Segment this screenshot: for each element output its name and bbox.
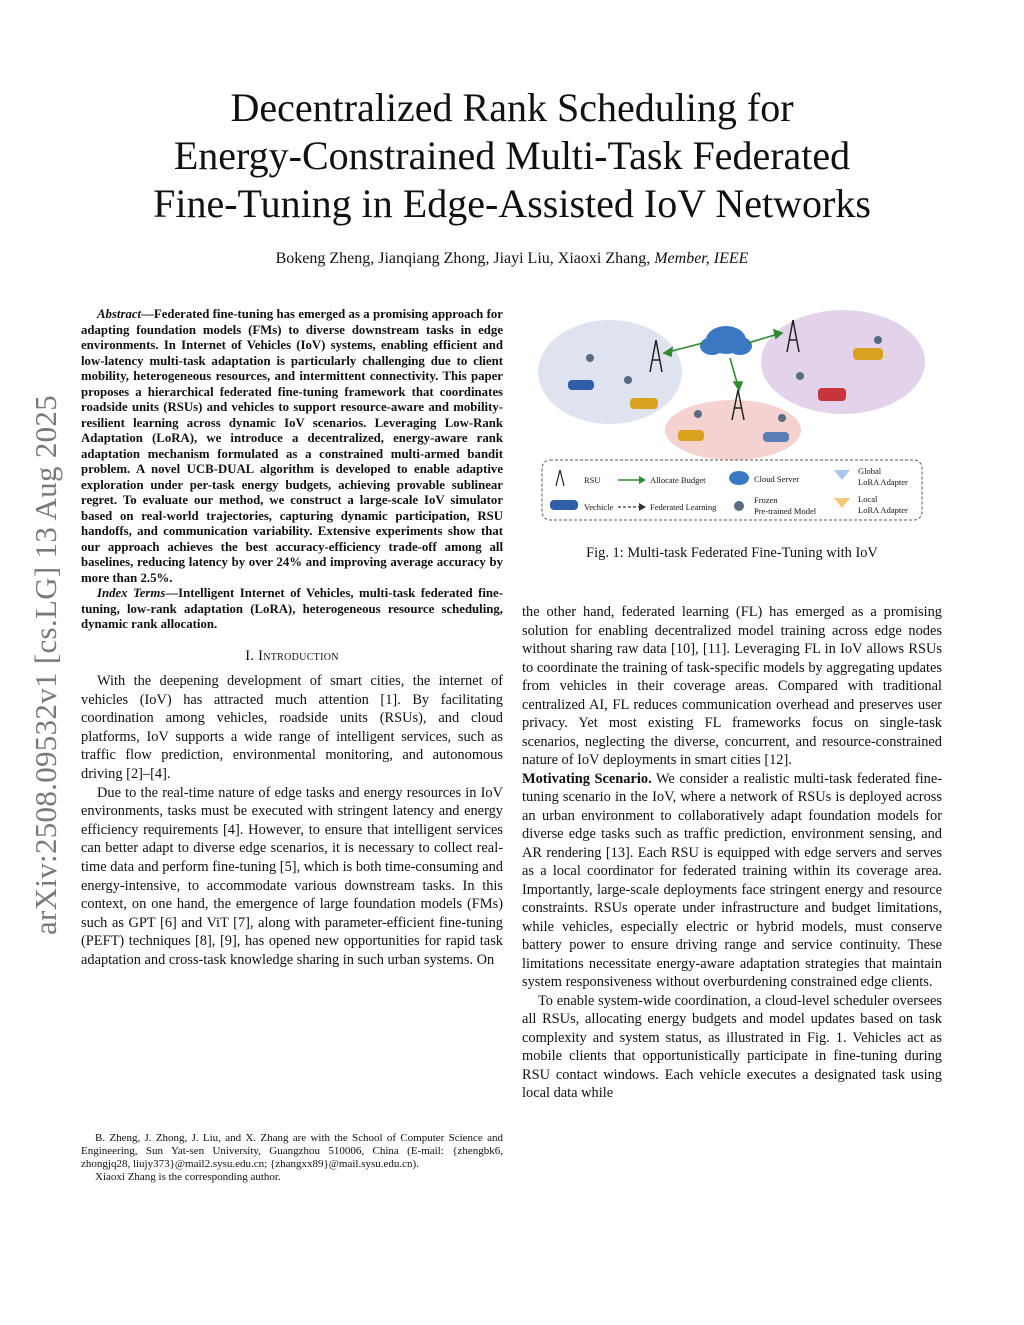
arxiv-stamp [16,372,76,957]
legend-global-label-2: LoRA Adapter [858,477,908,487]
legend-frozen-icon [734,501,744,511]
intro-body [81,672,503,970]
abstract-block [81,307,503,970]
figure-1-caption: Fig. 1: Multi-task Federated Fine-Tuning with IoV [586,545,878,561]
title-line-2: Energy-Constrained Multi-Task Federated [173,133,851,178]
footnote-affiliation: B. Zheng, J. Zhong, J. Liu, and X. Zhang are with the School of Computer Science and Engineering, Sun Yat-sen University, Guangzhou 510006, China (E-mail: {zhengbk6, zhongjq28, liujy373}@mail2.sysu.edu.cn; {zhangxx89}@mail.sysu.edu.cn). [81,1132,503,1170]
legend-frozen-label-1: Frozen [754,495,778,505]
legend-frozen-label-2: Pre-trained Model [754,506,817,516]
abstract-text: —Federated fine-tuning has emerged as a promising approach for adapting foundation models (FMs) to diverse downstream tasks in edge environments. In Internet of Vehicles (IoV) systems, enabling efficient and low-latency multi-task adaptation is particularly challenging due to client mobility, heterogeneous resources, and intermittent connectivity. This paper proposes a hierarchical federated fine-tuning framework that coordinates roadside units (RSUs) and vehicles to support resource-aware and mobility-resilient learning across dynamic IoV scenarios. Leveraging Low-Rank Adaptation (LoRA), we introduce a decentralized, energy-aware rank adaptation mechanism formulated as a constrained multi-armed bandit problem. A novel UCB-DUAL algorithm is developed to enable adaptive exploration under per-task energy budgets, achieving provable sublinear regret. To evaluate our method, we construct a large-scale IoV simulator based on real-world trajectories, capturing dynamic participation, RSU handoffs, and communication variability. Extensive experiments show that our approach achieves the best accuracy-efficiency trade-off among all baselines, reducing latency by over 24% and improving average accuracy by more than 2.5%. [81,307,503,585]
footnotes [81,1132,503,1184]
legend-cloud-label: Cloud Server [754,474,800,484]
motivating-scenario-label: Motivating Scenario. [522,770,652,787]
section-number: I. [245,647,255,664]
footnote-corresponding: Xiaoxi Zhang is the corresponding author. [95,1171,281,1183]
title-line-1: Decentralized Rank Scheduling for [230,85,794,130]
left-cluster [538,320,682,424]
legend-vehicle-icon [550,500,578,510]
intro-paragraph-1: With the deepening development of smart cities, the internet of vehicles (IoV) has attracted much attention [1]. By facilitating coordination among vehicles, roadside units (RSUs), and cloud platforms, IoV supports a wide range of intelligent services, such as traffic flow prediction, environmental monitoring, and autonomous driving [2]–[4]. [81,673,503,782]
intro-paragraph-2: Due to the real-time nature of edge tasks and energy resources in IoV environments, tasks must be executed with stringent latency and energy efficiency requirements [4]. However, to ensure that intelligent services can better adapt to diverse edge scenarios, it is necessary to collect real-time data and perform fine-tuning [5], which is both time-consuming and energy-intensive, to accommodate various downstream tasks. In this context, on one hand, the emergence of large foundation models (FMs) such as GPT [6] and ViT [7], along with parameter-efficient fine-tuning (PEFT) techniques [8], [9], has opened new opportunities for rapid task adaptation and cross-task knowledge sharing in such urban systems. On [81,784,503,968]
index-terms-text: —Intelligent Internet of Vehicles, multi-task federated fine-tuning, low-rank adaptation (LoRA), heterogeneous resource scheduling, dynamic rank allocation. [81,586,503,631]
right-paragraph-3: To enable system-wide coordination, a cloud-level scheduler oversees all RSUs, allocating energy budgets and model updates based on task complexity and system status, as illustrated in Fig. 1. Vehicles act as mobile clients that opportunistically participate in fine-tuning during RSU contact windows. Each vehicle executes a designated task using local data while [522,992,942,1101]
abstract-paragraph [81,307,503,586]
arxiv-stamp-text: arXiv:2508.09532v1 [cs.LG] 13 Aug 2025 [28,394,64,935]
legend-global-label-1: Global [858,466,882,476]
legend-vehicle-label: Vechicle [584,502,614,512]
index-terms-paragraph [81,586,503,633]
author-list [100,250,924,268]
motivating-scenario-text: We consider a realistic multi-task federated fine-tuning scenario in the IoV, where a network of RSUs is deployed across an urban environment to collaboratively adapt foundation models for diverse edge tasks such as traffic prediction, environment sensing, and AR rendering [13]. Each RSU is equipped with edge servers and serves as a local coordinator for federated training within its coverage area. Importantly, large-scale deployments face stringent energy and resource constraints. RSUs operate under infrastructure and budget limitations, while vehicles, especially electric or hybrid models, must conserve battery power to ensure driving range and service continuity. These limitations necessitate energy-aware adaptation strategies that maintain system responsiveness without overburdening constrained edge clients. [522,770,942,990]
author-names: Bokeng Zheng, Jianqiang Zhong, Jiayi Liu, Xiaoxi Zhang, [275,250,651,267]
legend-cloud-icon [729,471,749,485]
cloud-server-icon [700,326,752,355]
right-paragraph-1: the other hand, federated learning (FL) has emerged as a promising solution for enabling decentralized model training across edge nodes without sharing raw data [10], [11]. Leveraging FL in IoV allows RSUs to coordinate the training of task-specific models by aggregating updates from vehicles in their coverage areas. Compared with traditional centralized AI, FL reduces communication overhead and preserves user privacy. Yet most existing FL frameworks focus on single-task scenarios, neglecting the diverse, concurrent, and resource-constrained nature of IoV deployments in smart cities [12]. [522,604,942,768]
section-heading [81,649,503,665]
paper-title [100,84,924,228]
abstract-label: Abstract [97,307,142,321]
legend-fl-label: Federated Learning [650,502,717,512]
author-membership: Member, IEEE [654,250,749,267]
title-line-3: Fine-Tuning in Edge-Assisted IoV Networks [153,181,871,226]
legend-rsu-label: RSU [584,475,601,485]
legend-local-label-2: LoRA Adapter [858,505,908,515]
legend-allocate-label: Allocate Budget [650,475,706,485]
right-column-body [522,603,942,1103]
section-title: Introduction [258,647,339,664]
figure-1-diagram [538,310,928,525]
right-paragraph-2 [522,770,942,992]
figure-1 [538,310,928,525]
index-terms-label: Index Terms [97,586,166,600]
legend-local-label-1: Local [858,494,878,504]
